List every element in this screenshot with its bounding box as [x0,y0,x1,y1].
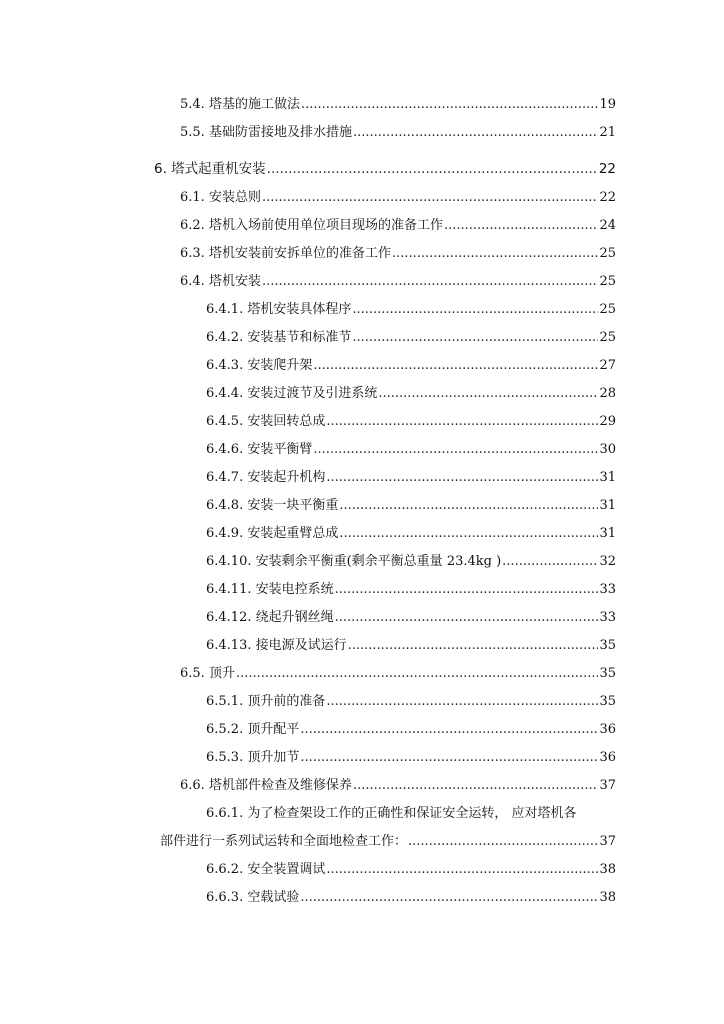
toc-entry-6-4-10[interactable] [206,553,616,571]
toc-entry-6-3[interactable] [180,245,616,263]
dot-leader [326,693,598,711]
toc-entry-title: 6.4.1. 塔机安装具体程序 [206,302,352,317]
toc-entry-page: 22 [598,161,616,177]
toc-entry-page: 33 [599,582,616,597]
toc-entry-title: 6.4.10. 安装剩余平衡重(剩余平衡总重量 23.4kg ) [206,554,502,569]
toc-entry-title: 6.6. 塔机部件检查及维修保养 [180,778,352,793]
toc-entry-title: 6.4.5. 安装回转总成 [206,414,326,429]
dot-leader [408,833,598,851]
toc-entry-6-4-4[interactable] [206,385,616,403]
toc-entry-page: 28 [599,386,616,401]
dot-leader [444,217,599,235]
dot-leader [300,889,598,907]
dot-leader [262,189,599,207]
dot-leader [378,385,598,403]
toc-entry-page: 37 [599,778,616,793]
toc-entry-page: 19 [599,97,616,112]
toc-entry-6-4-11[interactable] [206,581,616,599]
toc-entry-page: 25 [599,246,616,261]
dot-leader [326,861,598,879]
dot-leader [339,497,598,515]
toc-entry-6-4-5[interactable] [206,413,616,431]
toc-entry-title: 6.4.6. 安装平衡臂 [206,442,313,457]
toc-entry-title: 6.4.3. 安装爬升架 [206,358,313,373]
toc-entry-title: 6.4.2. 安装基节和标准节 [206,330,352,345]
toc-entry-title: 6.3. 塔机安装前安拆单位的准备工作 [180,246,391,261]
toc-entry-6-5-3[interactable] [206,749,616,767]
toc-entry-6-1[interactable] [180,189,616,207]
toc-entry-page: 35 [599,666,616,681]
toc-entry-title: 6.4.7. 安装起升机构 [206,470,326,485]
toc-entry-title: 6.4.13. 接电源及试运行 [206,638,347,653]
toc-entry-title: 6.5.3. 顶升加节 [206,750,300,765]
toc-entry-6-4-8[interactable] [206,497,616,515]
toc-entry-title: 6.4.12. 绕起升钢丝绳 [206,610,334,625]
toc-entry-page: 32 [599,554,616,569]
dot-leader [300,721,598,739]
toc-entry-6-6-3[interactable] [206,889,616,907]
dot-leader [352,329,598,347]
toc-entry-page: 21 [599,125,616,140]
toc-entry-title: 6.6.3. 空载试验 [206,890,300,905]
toc-entry-title: 6.5.2. 顶升配平 [206,722,300,737]
toc-entry-title: 6.4.11. 安装电控系统 [206,582,334,597]
toc-entry-title: 部件进行一系列试运转和全面地检查工作： [160,834,408,849]
dot-leader [392,245,599,263]
toc-entry-title: 6.1. 安装总则 [180,190,261,205]
dot-leader [301,96,599,114]
toc-entry-6-4-12[interactable] [206,609,616,627]
toc-entry-title: 6. 塔式起重机安装 [154,161,266,177]
toc-entry-6[interactable] [154,160,616,178]
dot-leader [335,581,599,599]
toc-entry-title: 6.6.2. 安全装置调试 [206,862,326,877]
toc-entry-page: 31 [599,470,616,485]
dot-leader [326,469,598,487]
toc-entry-page: 33 [599,610,616,625]
toc-entry-page: 24 [599,218,616,233]
toc-entry-page: 38 [599,862,616,877]
toc-entry-6-4[interactable] [180,273,616,291]
toc-entry-title: 6.2. 塔机入场前使用单位项目现场的准备工作 [180,218,443,233]
toc-entry-6-4-1[interactable] [206,301,616,319]
toc-entry-page: 35 [599,638,616,653]
toc-entry-6-5-2[interactable] [206,721,616,739]
toc-entry-title: 6.5.1. 顶升前的准备 [206,694,326,709]
toc-entry-5-5[interactable] [180,124,616,142]
toc-entry-title: 5.5. 基础防雷接地及排水措施 [180,125,352,140]
toc-entry-page: 29 [599,414,616,429]
dot-leader [348,637,599,655]
toc-entry-6-6-1-line1[interactable]: 6.6.1. 为了检查架设工作的正确性和保证安全运转， 应对塔机各 [206,806,577,821]
toc-entry-page: 25 [599,274,616,289]
dot-leader [353,777,599,795]
toc-entry-6-5[interactable] [180,665,616,683]
toc-entry-6-6-1[interactable] [160,833,616,851]
dot-leader [313,357,598,375]
toc-entry-page: 25 [599,330,616,345]
toc-entry-6-4-7[interactable] [206,469,616,487]
toc-entry-title: 6.4. 塔机安装 [180,274,261,289]
dot-leader [339,525,598,543]
toc-entry-page: 30 [599,442,616,457]
toc-entry-6-2[interactable] [180,217,616,235]
toc-entry-6-4-2[interactable] [206,329,616,347]
toc-entry-page: 36 [599,722,616,737]
toc-entry-title: 6.4.4. 安装过渡节及引进系统 [206,386,378,401]
dot-leader [502,553,598,571]
dot-leader [335,609,599,627]
toc-entry-page: 31 [599,498,616,513]
toc-entry-page: 22 [599,190,616,205]
toc-entry-page: 25 [599,302,616,317]
toc-entry-6-5-1[interactable] [206,693,616,711]
dot-leader [352,301,598,319]
dot-leader [326,413,598,431]
dot-leader [262,273,599,291]
toc-entry-page: 37 [599,834,616,849]
toc-entry-title: 6.4.8. 安装一块平衡重 [206,498,339,513]
toc-entry-6-4-3[interactable] [206,357,616,375]
dot-leader [313,441,598,459]
dot-leader [236,665,599,683]
toc-entry-page: 27 [599,358,616,373]
toc-entry-5-4[interactable] [180,96,616,114]
toc-entry-title: 6.5. 顶升 [180,666,235,681]
toc-entry-page: 35 [599,694,616,709]
toc-entry-6-6[interactable] [180,777,616,795]
dot-leader [267,160,598,178]
toc-entry-page: 31 [599,526,616,541]
toc-entry-6-4-13[interactable] [206,637,616,655]
toc-entry-page: 38 [599,890,616,905]
toc-entry-page: 36 [599,750,616,765]
toc-entry-6-4-6[interactable] [206,441,616,459]
dot-leader [353,124,599,142]
dot-leader [300,749,598,767]
toc-entry-title: 5.4. 塔基的施工做法 [180,97,300,112]
toc-entry-6-4-9[interactable] [206,525,616,543]
toc-entry-title: 6.4.9. 安装起重臂总成 [206,526,339,541]
toc-entry-6-6-2[interactable] [206,861,616,879]
